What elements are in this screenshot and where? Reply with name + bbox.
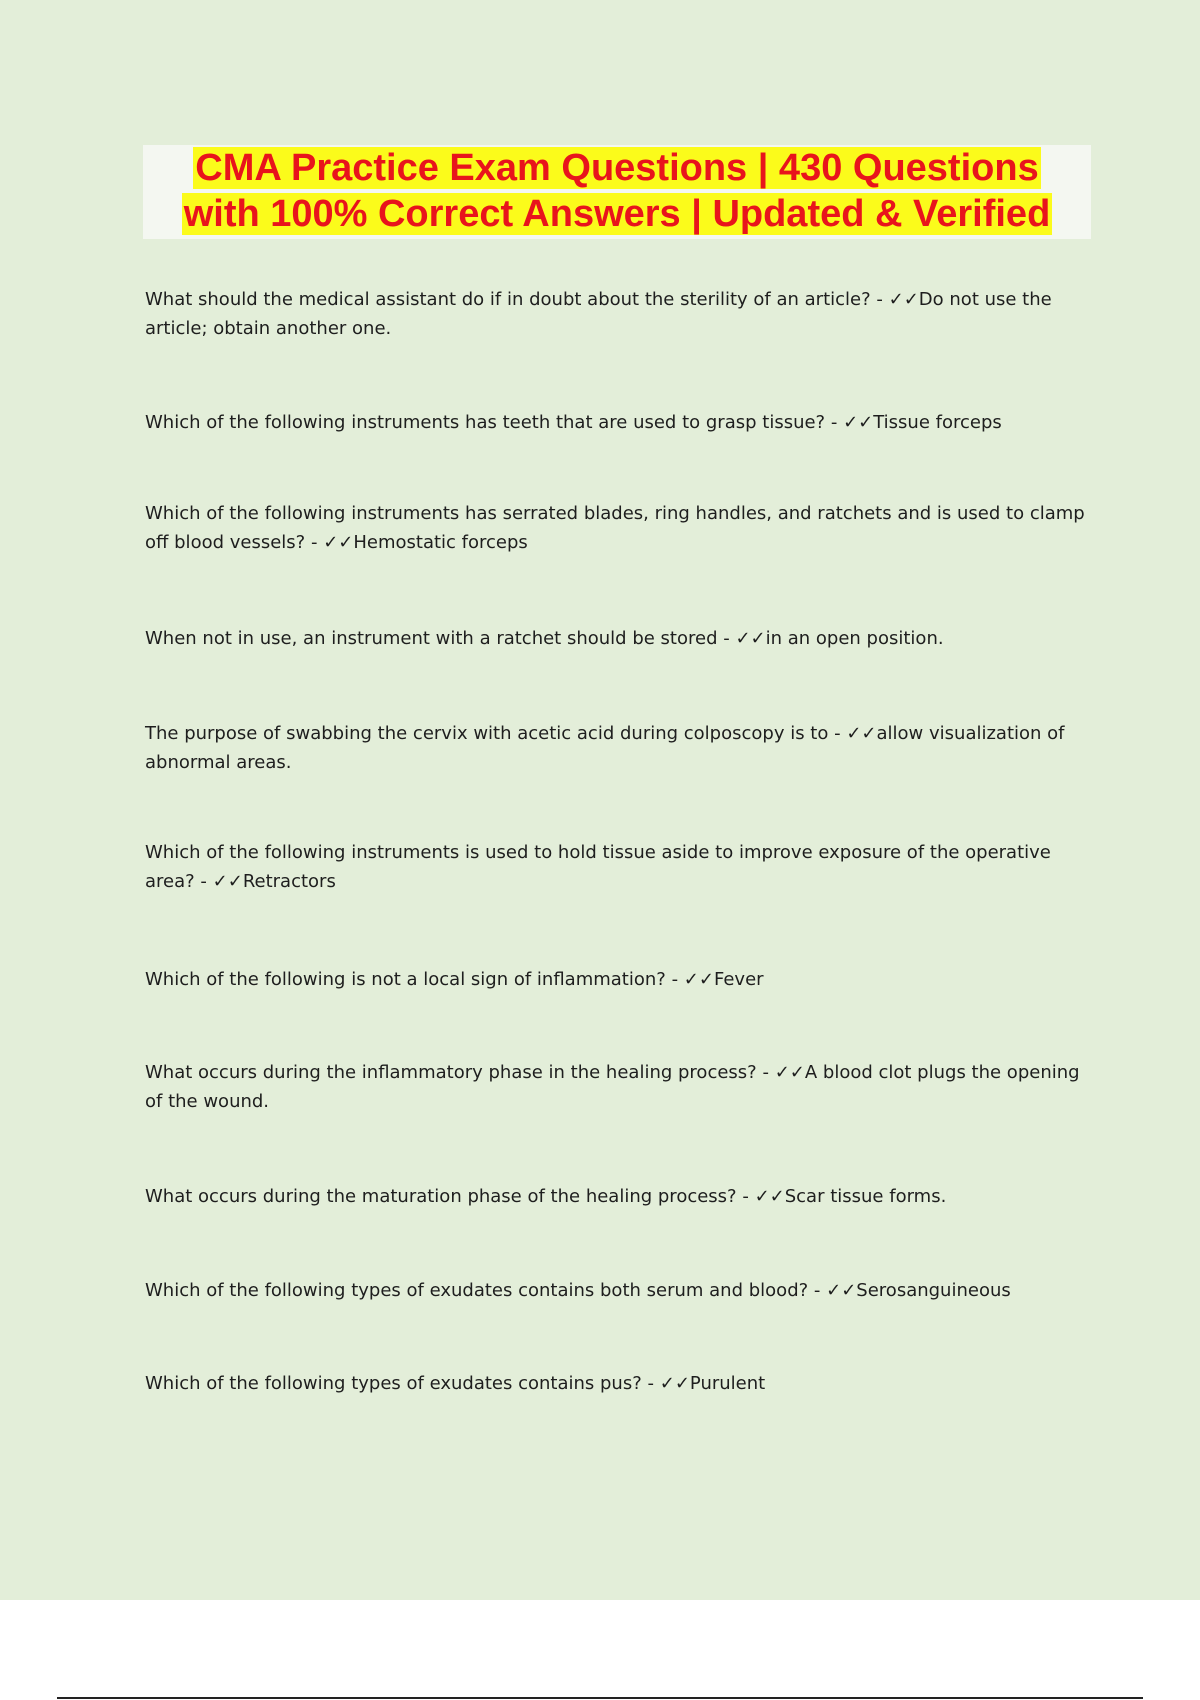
separator: - xyxy=(828,723,847,744)
title-line-2: with 100% Correct Answers | Updated & Verified xyxy=(183,193,1051,235)
qa-item xyxy=(145,408,1090,437)
check-icon: ✓✓ xyxy=(754,1186,785,1207)
separator: - xyxy=(641,1373,660,1394)
separator: - xyxy=(717,628,736,649)
separator: - xyxy=(825,412,844,433)
check-icon: ✓✓ xyxy=(843,412,874,433)
answer-text: Do not use the article; obtain another one. xyxy=(145,289,1052,339)
check-icon: ✓✓ xyxy=(846,723,877,744)
answer-text: Serosanguineous xyxy=(856,1280,1011,1301)
qa-item xyxy=(145,719,1090,777)
check-icon: ✓✓ xyxy=(826,1280,857,1301)
answer-text: allow visualization of abnormal areas. xyxy=(145,723,1065,773)
separator: - xyxy=(808,1280,827,1301)
check-icon: ✓✓ xyxy=(888,289,919,310)
separator: - xyxy=(870,289,889,310)
check-icon: ✓✓ xyxy=(323,532,354,553)
qa-item xyxy=(145,1369,1090,1398)
check-icon: ✓✓ xyxy=(774,1062,805,1083)
answer-text: Purulent xyxy=(689,1373,766,1394)
qa-item xyxy=(145,1058,1090,1116)
question-text: What occurs during the maturation phase of the healing process? xyxy=(145,1186,737,1207)
qa-item xyxy=(145,1276,1090,1305)
separator: - xyxy=(665,969,684,990)
answer-text: Scar tissue forms. xyxy=(784,1186,947,1207)
question-text: Which of the following types of exudates contains both serum and blood? xyxy=(145,1280,809,1301)
check-icon: ✓✓ xyxy=(683,969,714,990)
separator: - xyxy=(194,871,213,892)
question-text: Which of the following is not a local sign of inflammation? xyxy=(145,969,666,990)
separator: - xyxy=(736,1186,755,1207)
question-text: What should the medical assistant do if in doubt about the sterility of an article? xyxy=(145,289,871,310)
question-text: What occurs during the inflammatory phase in the healing process? xyxy=(145,1062,757,1083)
question-text: When not in use, an instrument with a ratchet should be stored xyxy=(145,628,718,649)
answer-text: Hemostatic forceps xyxy=(353,532,528,553)
qa-item xyxy=(145,965,1090,994)
qa-item xyxy=(145,1182,1090,1211)
separator: - xyxy=(756,1062,775,1083)
qa-item xyxy=(145,838,1090,896)
question-text: Which of the following instruments has serrated blades, ring handles, and ratchets and is used to clamp off blood vessels? xyxy=(145,503,1085,553)
answer-text: Tissue forceps xyxy=(873,412,1002,433)
question-text: Which of the following instruments has teeth that are used to grasp tissue? xyxy=(145,412,826,433)
answer-text: Retractors xyxy=(242,871,336,892)
answer-text: A blood clot plugs the opening of the wound. xyxy=(145,1062,1080,1112)
title-line-1: CMA Practice Exam Questions | 430 Questions xyxy=(195,147,1039,189)
answer-text: Fever xyxy=(713,969,764,990)
answer-text: in an open position. xyxy=(765,628,944,649)
question-text: The purpose of swabbing the cervix with acetic acid during colposcopy is to xyxy=(145,723,829,744)
qa-item xyxy=(145,285,1090,343)
document-title xyxy=(143,145,1091,237)
question-text: Which of the following types of exudates contains pus? xyxy=(145,1373,642,1394)
separator: - xyxy=(305,532,324,553)
check-icon: ✓✓ xyxy=(735,628,766,649)
qa-item xyxy=(145,499,1090,557)
qa-item xyxy=(145,624,1090,653)
check-icon: ✓✓ xyxy=(659,1373,690,1394)
question-text: Which of the following instruments is used to hold tissue aside to improve exposure of the operative area? xyxy=(145,842,1051,892)
check-icon: ✓✓ xyxy=(212,871,243,892)
footer-divider xyxy=(57,1697,1143,1699)
